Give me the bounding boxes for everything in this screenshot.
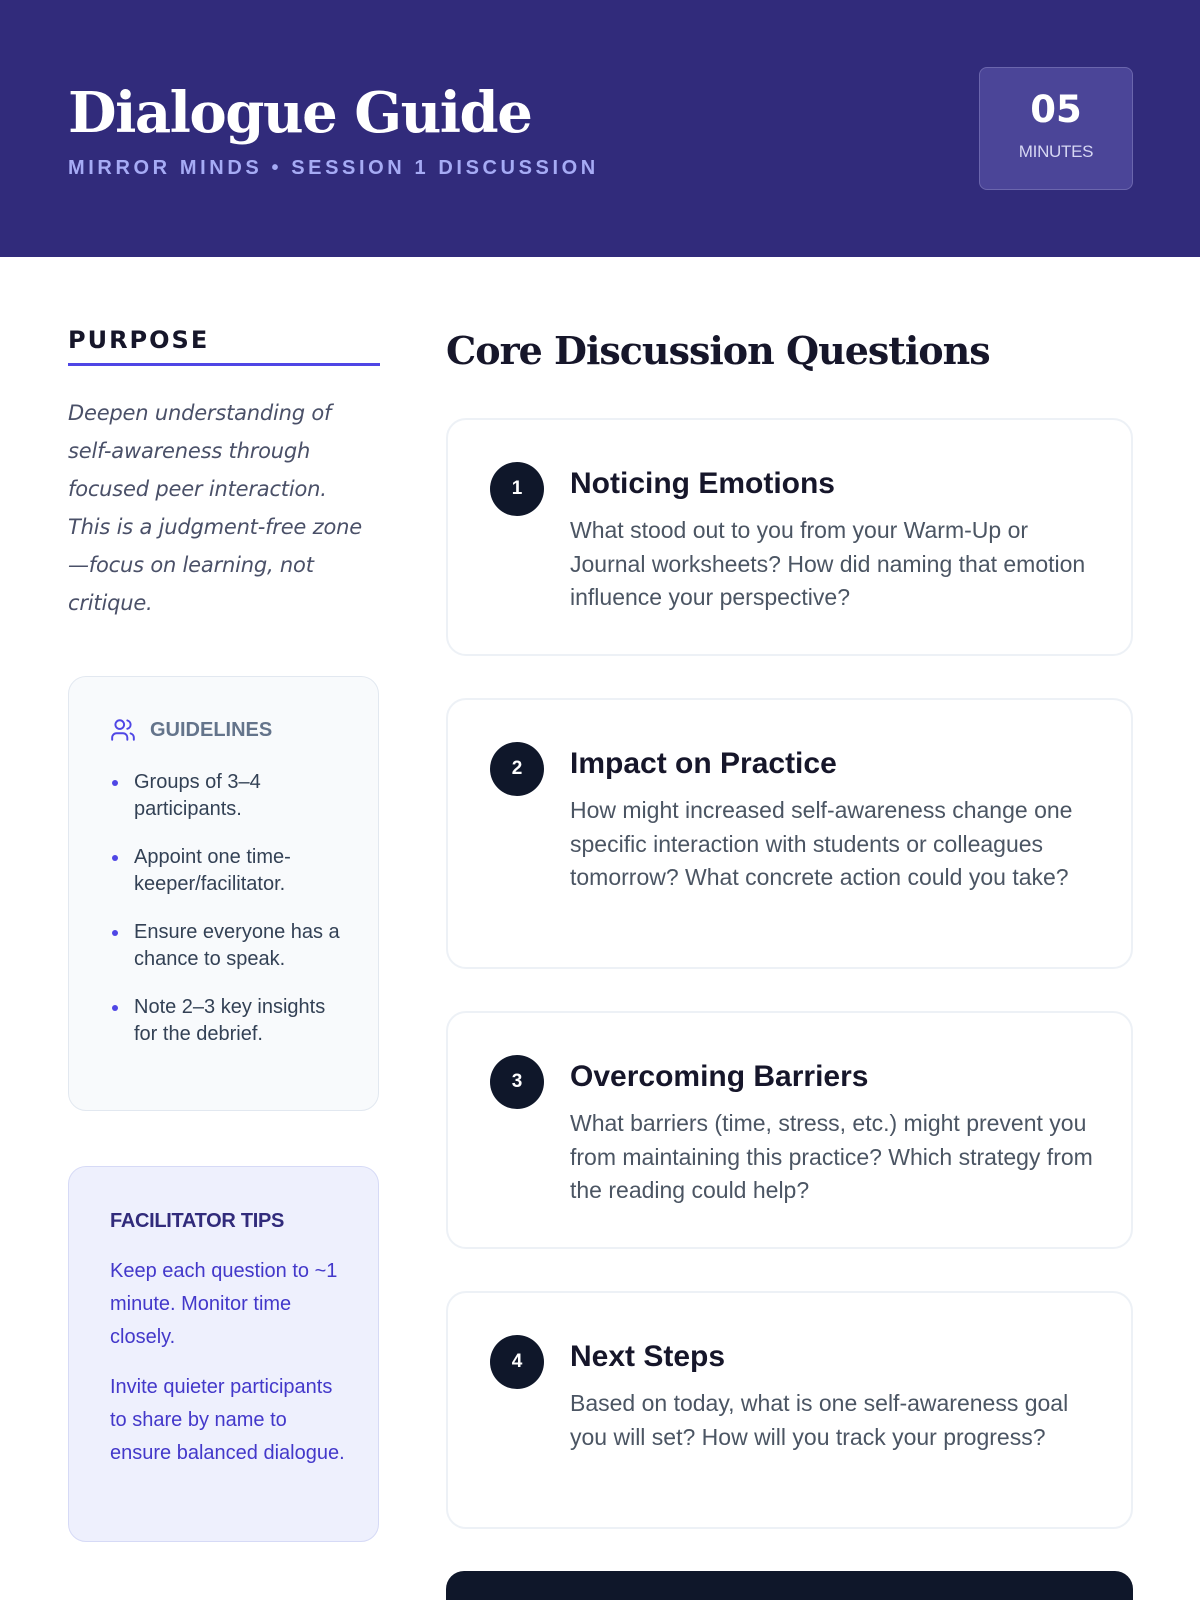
header-banner <box>0 0 1200 257</box>
page-subtitle: MIRROR MINDS • SESSION 1 DISCUSSION <box>68 157 599 179</box>
question-card <box>446 1011 1133 1249</box>
duration-unit: MINUTES <box>1018 142 1094 161</box>
bullet-dot-icon <box>112 780 118 786</box>
bullet-dot-icon <box>112 855 118 861</box>
question-text: What stood out to you from your Warm-Up or Journal worksheets? How did naming that emotion influence your perspective? <box>570 517 1086 610</box>
core-questions-title: Core Discussion Questions <box>446 328 990 373</box>
question-title: Impact on Practice <box>570 747 837 780</box>
question-card <box>446 698 1133 969</box>
bullet-dot-icon <box>112 930 118 936</box>
guideline-item <box>110 994 350 1048</box>
question-title: Overcoming Barriers <box>570 1060 869 1093</box>
question-number-badge: 4 <box>490 1335 544 1389</box>
question-text: What barriers (time, stress, etc.) might prevent you from maintaining this practice? Which strategy from the reading could help? <box>570 1110 1093 1203</box>
question-title: Next Steps <box>570 1340 726 1373</box>
guideline-item <box>110 769 350 823</box>
facilitator-tips-panel <box>68 1166 379 1542</box>
guidelines-panel <box>68 676 379 1111</box>
bullet-dot-icon <box>112 1005 118 1011</box>
facilitator-tips-body <box>110 1255 350 1487</box>
duration-badge <box>979 67 1133 190</box>
guideline-item <box>110 919 350 973</box>
guideline-text: Groups of 3–4 participants. <box>134 771 261 820</box>
facilitator-tip: Invite quieter participants to share by name to ensure balanced dialogue. <box>110 1376 345 1464</box>
purpose-heading: PURPOSE <box>68 326 210 354</box>
guideline-text: Appoint one time-keeper/facilitator. <box>134 846 291 895</box>
question-text: Based on today, what is one self-awareness goal you will set? How will you track your progress? <box>570 1390 1069 1450</box>
guideline-text: Note 2–3 key insights for the debrief. <box>134 996 326 1045</box>
bottom-panel <box>446 1571 1133 1600</box>
question-number-badge: 3 <box>490 1055 544 1109</box>
purpose-divider <box>68 363 380 366</box>
duration-value: 05 <box>1030 88 1082 131</box>
guidelines-title: GUIDELINES <box>150 719 273 741</box>
facilitator-tips-title: FACILITATOR TIPS <box>110 1210 285 1232</box>
question-number-badge: 1 <box>490 462 544 516</box>
question-card <box>446 1291 1133 1529</box>
question-text: How might increased self-awareness change one specific interaction with students or colleagues tomorrow? What concrete action could you take? <box>570 797 1073 890</box>
guidelines-header <box>110 717 272 743</box>
question-card <box>446 418 1133 656</box>
purpose-text: Deepen understanding of self-awareness through focused peer interaction. This is a judgment-free zone—focus on learning, not critique. <box>68 401 362 615</box>
guideline-item <box>110 844 350 898</box>
guideline-text: Ensure everyone has a chance to speak. <box>134 921 340 970</box>
users-icon <box>110 717 136 743</box>
question-number-badge: 2 <box>490 742 544 796</box>
facilitator-tip: Keep each question to ~1 minute. Monitor time closely. <box>110 1260 338 1348</box>
question-title: Noticing Emotions <box>570 467 835 500</box>
guidelines-list <box>110 769 350 1069</box>
page-title: Dialogue Guide <box>68 80 532 146</box>
